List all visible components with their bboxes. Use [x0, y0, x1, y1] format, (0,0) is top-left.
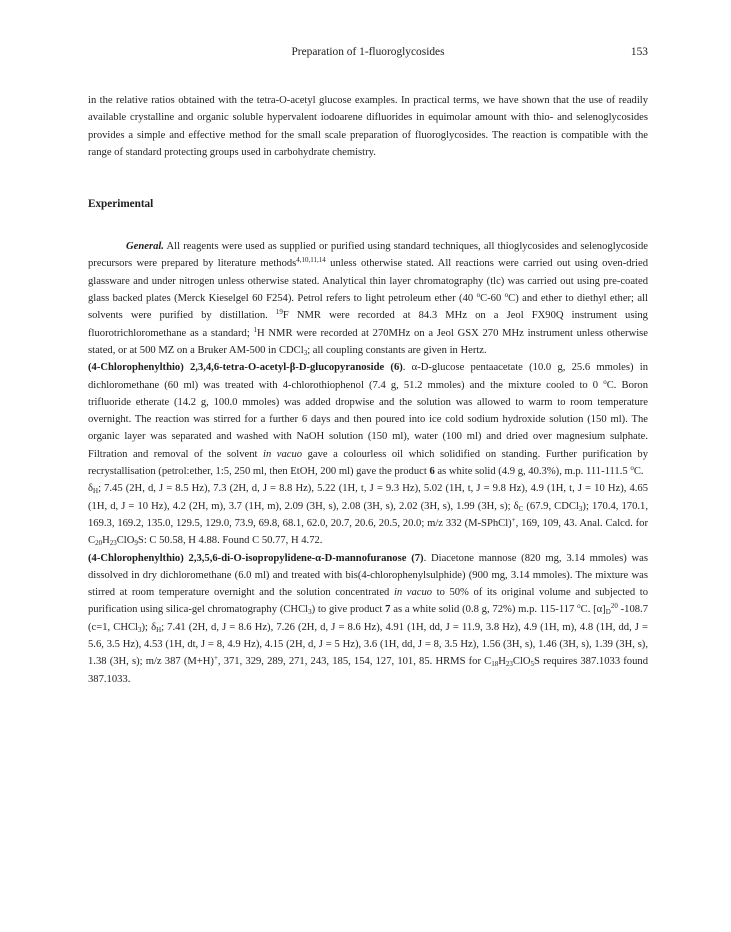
subscript-c: C — [518, 504, 524, 513]
article-body — [88, 92, 648, 688]
compound-number: 6 — [429, 466, 435, 478]
formula-subscript: 9 — [134, 539, 138, 548]
subscript-h: H — [93, 487, 99, 496]
compound-6-nmr-data: $\delta_H$; 7.45 (2H, d, J = 8.5 Hz), 7.3 (2H, d, J = 8.8 Hz), 5.22 (1H, t, J = 9.3 Hz), 5.02 (1H, t, J = 9.8 Hz), 4.9 (1H, t, J = 10 Hz), 4.65 (1H, d, J = 10 Hz), 4.2 (2H, m), 3.7 (1H, m), 2.09 (3H, s), 2.08 (3H, s), 2.02 (3H, s), 1.99 (3H, s); $\delta_C$ (67.9, CDCl$_3$); 170.4, 170.1, 169.3, 169.2, 135.0, 129.5, 129.0, 73.9, 69.8, 68.1, 62.0, 20.7, 20.6, 20.5, 20.0; m/z 332 (M-SPhCl)+, 169, 109, 43. Anal. Calcd. for $C_{20}H_{23}ClO_9S$: C 50.58, H 4.88. Found C 50.77, H 4.72. — [88, 483, 648, 548]
nmr-c-values-2: ); 170.4, 170.1, 169.3, 169.2, 135.0, 129.5, 129.0, 73.9, 69.8, 68.1, 62.0, 20.7, 20.6, 20.5, 20.0; m/z 332 (M-SPhCl) — [88, 500, 648, 529]
degree-symbol: o — [476, 291, 481, 300]
compound-7-paragraph: (4-Chlorophenylthio) 2,3,5,6-di-O-isopropylidene-α-D-mannofuranose (7). Diacetone mannose (820 mg, 3.14 mmoles) was dissolved in dry dichloromethane (6.0 ml) and treated with bis(4-chlorophenylsulphide) (900 mg, 3.14 mmoles). The mixture was stirred at room temperature overnight and the solution concentrated in vacuo to 50% of its original volume and subjected to purification using silica-gel chromatography (CHCl$_3$) to give product 7 as a white solid (0.8 g, 72%) m.p. 115-117 $^o$C. $[\alpha]_D^{20}$ -108.7 (c=1, CHCl$_3$); $\delta_H$; 7.41 (2H, d, J = 8.6 Hz), 7.26 (2H, d, J = 8.6 Hz), 4.91 (1H, dd, J = 11.9, 3.8 Hz), 4.9 (1H, m), 4.8 (1H, dd, J = 5.6, 3.5 Hz), 4.53 (1H, dt, J = 8, 4.9 Hz), 4.15 (2H, d, J = 5 Hz), 3.6 (1H, dd, J = 8, 3.5 Hz), 1.56 (3H, s), 1.46 (3H, s), 1.39 (3H, s), 1.38 (3H, s); m/z 387 (M+H)+, 371, 329, 289, 271, 243, 185, 154, 127, 101, 85. HRMS for $C_{18}H_{23}ClO_5S$ requires 387.1033 found 387.1033. — [88, 552, 649, 685]
degree-symbol: o — [603, 377, 607, 386]
degree-symbol: o — [630, 464, 634, 473]
subscript-3: 3 — [578, 504, 583, 513]
plus-charge: + — [511, 515, 516, 524]
compound-6-text-5: C. — [633, 466, 644, 478]
isotope-1: 1 — [253, 325, 257, 334]
general-text-1: All reagents were used as supplied or purified using standard techniques, all thioglycosides and selenoglycoside precursors were prepared by literature methods — [88, 241, 648, 270]
degree-symbol: o — [504, 291, 509, 300]
compound-7-text-1: . Diacetone mannose (820 mg, 3.14 mmoles) was dissolved in dry dichloromethane (6.0 ml) and treated with bis(4-chlorophenylsulphide) (900 mg, 3.14 mmoles). The mixture was stirred at room temperature overnight and the solution concentrated — [88, 552, 649, 599]
general-text-6: H NMR were recorded at 270MHz on a Jeol GSX 270 MHz instrument unless otherwise stated, or at 500 MZ on a Bruker AM-500 in CDCl — [88, 327, 649, 356]
degree-symbol: o — [577, 602, 581, 611]
general-text-3: C-60 — [480, 293, 505, 305]
formula-subscript: 5 — [530, 660, 535, 669]
compound-6-text-4: as white solid (4.9 g, 40.3%), m.p. 111-111.5 — [434, 466, 631, 478]
compound-6-title: (4-Chlorophenylthio) 2,3,4,6-tetra-O-acetyl-β-D-glucopyranoside (6) — [88, 362, 403, 374]
compound-7-text-4: as a white solid (0.8 g, 72%) m.p. 115-117 — [390, 604, 578, 616]
compound-7-text-6: -108.7 (c=1, CHCl — [88, 604, 648, 633]
subscript-d: D — [605, 608, 611, 617]
general-paragraph — [88, 238, 648, 359]
isotope-19: 19 — [275, 308, 283, 317]
delta-h-symbol: $\delta_H$ — [151, 621, 162, 634]
running-title: Preparation of 1-fluoroglycosides — [291, 46, 445, 58]
compound-6-paragraph — [88, 359, 648, 480]
compound-6-text-3: gave a colourless oil which solidified on standing. Further purification by recrystallisation (petrol:ether, 1:5, 250 ml, then EtOH, 200 ml) gave the product — [88, 448, 649, 478]
hrms-values: S requires 387.1033 found 387.1033. — [88, 656, 648, 685]
general-label: General. — [126, 241, 164, 253]
compound-7-text-7: ); — [141, 621, 152, 633]
nmr-c-values-1: (67.9, CDCl — [523, 500, 579, 512]
compound-number: 7 — [385, 604, 391, 616]
formula-subscripts: 18 — [491, 660, 499, 669]
delta-c-symbol: $\delta_C$ — [513, 500, 524, 513]
compound-7-title: (4-Chlorophenylthio) 2,3,5,6-di-O-isopropylidene-α-D-mannofuranose (7) — [88, 552, 424, 564]
formula-subscript: 23 — [109, 539, 117, 548]
formula-subscript: 23 — [505, 660, 513, 669]
mass-spec-values: , 169, 109, 43. Anal. Calcd. for C — [88, 517, 648, 547]
subscript-3: 3 — [303, 348, 308, 357]
nmr-h-values: ; 7.45 (2H, d, J = 8.5 Hz), 7.3 (2H, d, J = 8.8 Hz), 5.22 (1H, t, J = 9.3 Hz), 5.02 (1H, t, J = 9.8 Hz), 4.9 (1H, t, J = 10 Hz), 4.65 (1H, d, J = 10 Hz), 4.2 (2H, m), 3.7 (1H, m), 2.09 (3H, s), 2.08 (3H, s), 2.02 (3H, s), 1.99 (3H, s); — [88, 483, 648, 512]
analysis-values: : C 50.58, H 4.88. Found C 50.77, H 4.72. — [143, 535, 323, 547]
compound-6-text-1: . α-D-glucose pentaacetate (10.0 g, 25.6 mmoles) in dichloromethane (60 ml) was treated with 4-chlorothiophenol (7.4 g, 51.2 mmoles) and the mixture cooled to 0 — [88, 362, 648, 391]
page-number: 153 — [630, 46, 648, 58]
formula-subscripts: 20 — [95, 539, 103, 548]
compound-6-text-2: C. Boron trifluoride etherate (14.2 g, 100.0 mmoles) was added dropwise and the solution was allowed to warm to room temperature overnight. The reaction was stirred for a further 6 days and then poured into ice cold sodium hydroxide solution (150 ml). The organic layer was separated and washed with NaOH solution (150 ml), water (100 ml) and dried over magnesium sulphate. Filtration and removal of the solvent — [88, 379, 648, 460]
general-text-4: C) and ether to diethyl ether; all solvents were purified by distillation. — [88, 293, 648, 322]
delta-h-symbol: $\delta_H$ — [88, 483, 99, 496]
general-text-5: F NMR were recorded at 84.3 MHz on a Jeol FX90Q instrument using fluorotrichloromethane as a standard; — [88, 310, 648, 339]
subscript-h: H — [156, 625, 162, 634]
intro-paragraph: in the relative ratios obtained with the tetra-O-acetyl glucose examples. In practical terms, we have shown that the use of readily available crystalline and organic soluble hypervalent iodoarene difluorides in equimolar amount with thio- and selenoglycosides provides a simple and effective method for the small scale preparation of fluoroglycosides. The reaction is compatible with the range of standard protecting groups used in carbohydrate chemistry. — [88, 95, 648, 158]
in-vacuo: in vacuo — [393, 587, 433, 599]
subscript-3: 3 — [308, 608, 312, 617]
compound-7-text-3: ) to give product — [311, 604, 386, 616]
subscript-3: 3 — [137, 625, 142, 634]
general-text-7: ; all coupling constants are given in Hertz. — [307, 344, 487, 356]
compound-7-text-2: to 50% of its original volume and subjected to purification using silica-gel chromatography (CHCl — [88, 587, 649, 616]
in-vacuo: in vacuo — [263, 448, 303, 460]
plus-charge: + — [213, 654, 218, 663]
section-heading-experimental: Experimental — [88, 198, 154, 211]
mass-spec-values: , 371, 329, 289, 271, 243, 185, 154, 127, 101, 85. HRMS for C — [217, 656, 492, 668]
nmr-h-values: ; 7.41 (2H, d, J = 8.6 Hz), 7.26 (2H, d, J = 8.6 Hz), 4.91 (1H, dd, J = 11.9, 3.8 Hz), 4.9 (1H, m), 4.8 (1H, dd, J = 5.6, 3.5 Hz), 4.53 (1H, dt, J = 8, 4.9 Hz), 4.15 (2H, d, J = 5 Hz), 3.6 (1H, dd, J = 8, 3.5 Hz), 1.56 (3H, s), 1.46 (3H, s), 1.39 (3H, s), 1.38 (3H, s); m/z 387 (M+H) — [88, 621, 649, 668]
compound-7-text-5: C. [α] — [580, 604, 606, 616]
superscript-20: 20 — [610, 602, 618, 611]
reference-citation: 4,10,11,14 — [296, 256, 326, 265]
general-text-2: unless otherwise stated. All reactions were carried out using oven-dried glassware and under nitrogen unless otherwise stated. Analytical thin layer chromatography (tlc) was carried out using pre-coated glass backed plates (Merck Kieselgel 60 F254). Petrol refers to light petroleum ether (40 — [88, 258, 648, 305]
